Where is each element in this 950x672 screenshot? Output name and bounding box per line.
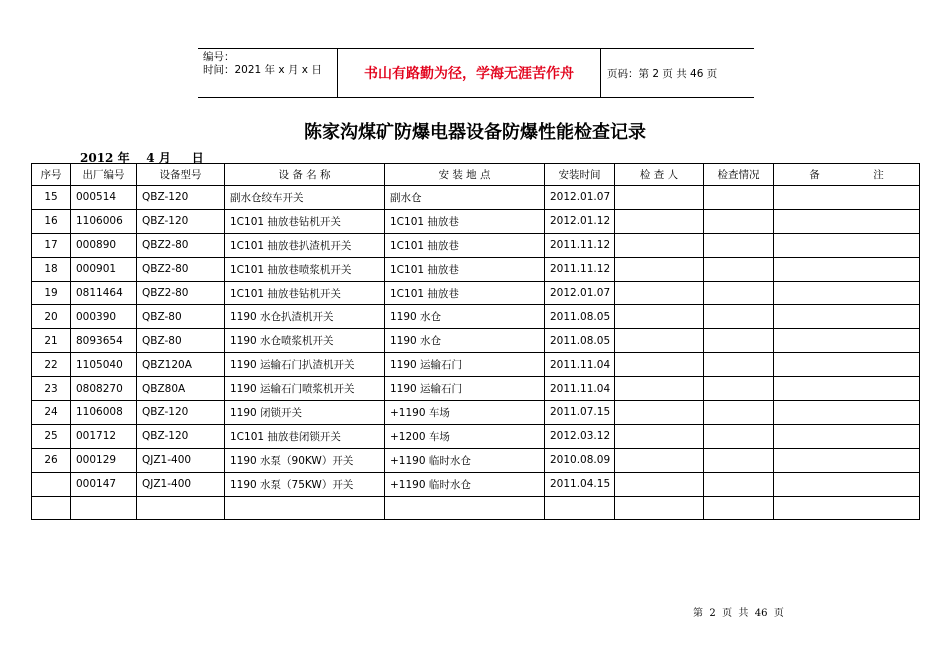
table-row	[32, 257, 920, 281]
table-cell	[704, 377, 774, 401]
table-cell: 000901	[71, 257, 137, 281]
table-cell: 1106006	[71, 209, 137, 233]
table-cell: 21	[32, 329, 71, 353]
table-cell	[615, 377, 704, 401]
page-footer: 第 2 页 共 46 页	[693, 608, 784, 619]
table-cell	[704, 472, 774, 496]
table-cell: QBZ-80	[137, 329, 225, 353]
document-header	[198, 48, 754, 98]
table-cell: 1C101 抽放巷闭锁开关	[225, 424, 385, 448]
table-cell: +1190 临时水仓	[385, 472, 545, 496]
table-cell	[774, 233, 920, 257]
table-cell: 1190 闭锁开关	[225, 401, 385, 425]
table-cell: 001712	[71, 424, 137, 448]
table-cell: 1C101 抽放巷	[385, 257, 545, 281]
table-cell: QBZ2-80	[137, 257, 225, 281]
header-meta	[198, 49, 338, 97]
table-cell	[615, 401, 704, 425]
table-cell: 000147	[71, 472, 137, 496]
table-cell	[774, 186, 920, 210]
table-cell	[704, 281, 774, 305]
table-cell: QBZ-80	[137, 305, 225, 329]
table-cell: 1190 运输石门扒渣机开关	[225, 353, 385, 377]
table-cell: 2012.01.12	[545, 209, 615, 233]
table-cell: 17	[32, 233, 71, 257]
table-cell	[385, 496, 545, 520]
table-row	[32, 353, 920, 377]
table-cell: 000514	[71, 186, 137, 210]
table-cell: QBZ-120	[137, 209, 225, 233]
table-cell: 1C101 抽放巷	[385, 209, 545, 233]
table-cell: QBZ120A	[137, 353, 225, 377]
table-cell	[704, 257, 774, 281]
table-cell: 2011.11.04	[545, 353, 615, 377]
table-cell	[704, 329, 774, 353]
table-cell: 1105040	[71, 353, 137, 377]
table-cell: 2011.04.15	[545, 472, 615, 496]
table-cell	[774, 472, 920, 496]
table-cell: 2011.11.12	[545, 233, 615, 257]
table-cell: 1190 水仓喷浆机开关	[225, 329, 385, 353]
column-header: 序号	[32, 164, 71, 186]
column-header: 备 注	[774, 164, 920, 186]
table-row	[32, 329, 920, 353]
table-cell	[704, 186, 774, 210]
table-cell	[615, 424, 704, 448]
table-row	[32, 233, 920, 257]
table-cell: 20	[32, 305, 71, 329]
column-header: 检查情况	[704, 164, 774, 186]
table-cell	[774, 496, 920, 520]
table-cell	[137, 496, 225, 520]
column-header: 检 查 人	[615, 164, 704, 186]
column-header: 安装时间	[545, 164, 615, 186]
table-cell: 1190 水仓	[385, 305, 545, 329]
table-cell	[774, 377, 920, 401]
table-row	[32, 186, 920, 210]
table-cell	[615, 209, 704, 233]
table-row	[32, 496, 920, 520]
page-label: 页码：第 2 页 共 46 页	[607, 67, 718, 80]
table-cell: 2011.11.12	[545, 257, 615, 281]
table-cell: 16	[32, 209, 71, 233]
date-line: 2012 年 4 月 日	[80, 151, 204, 165]
table-cell: 1106008	[71, 401, 137, 425]
table-cell: 2012.03.12	[545, 424, 615, 448]
table-cell	[774, 353, 920, 377]
table-cell: 000390	[71, 305, 137, 329]
table-cell: 2011.08.05	[545, 305, 615, 329]
table-row	[32, 281, 920, 305]
table-cell: 15	[32, 186, 71, 210]
table-cell: QJZ1-400	[137, 448, 225, 472]
table-cell: 22	[32, 353, 71, 377]
table-cell: 2011.11.04	[545, 377, 615, 401]
table-cell: 1C101 抽放巷	[385, 281, 545, 305]
table-cell: +1190 车场	[385, 401, 545, 425]
column-header: 设 备 名 称	[225, 164, 385, 186]
table-cell	[704, 233, 774, 257]
table-cell: 副水仓绞车开关	[225, 186, 385, 210]
table-cell	[704, 401, 774, 425]
table-cell: 18	[32, 257, 71, 281]
table-cell: 2011.07.15	[545, 401, 615, 425]
column-header: 出厂编号	[71, 164, 137, 186]
table-cell: QBZ-120	[137, 424, 225, 448]
table-cell: 1190 运输石门	[385, 377, 545, 401]
number-label: 编号：	[203, 51, 235, 63]
table-cell: QBZ2-80	[137, 233, 225, 257]
table-cell	[32, 496, 71, 520]
table-cell	[615, 496, 704, 520]
table-cell: 2011.08.05	[545, 329, 615, 353]
page-title: 陈家沟煤矿防爆电器设备防爆性能检查记录	[304, 122, 646, 143]
table-cell: 1190 水泵（75KW）开关	[225, 472, 385, 496]
table-cell	[615, 448, 704, 472]
table-cell: 26	[32, 448, 71, 472]
table-cell: 1C101 抽放巷扒渣机开关	[225, 233, 385, 257]
table-row	[32, 305, 920, 329]
table-cell	[704, 353, 774, 377]
table-cell: 2012.01.07	[545, 281, 615, 305]
table-cell: 1C101 抽放巷钻机开关	[225, 281, 385, 305]
table-cell: 19	[32, 281, 71, 305]
table-cell: QBZ80A	[137, 377, 225, 401]
table-cell: 000129	[71, 448, 137, 472]
table-cell: QBZ-120	[137, 401, 225, 425]
table-cell	[774, 305, 920, 329]
table-cell	[615, 329, 704, 353]
table-cell: +1190 临时水仓	[385, 448, 545, 472]
table-cell: 0808270	[71, 377, 137, 401]
time-label: 时间：2021 年 x 月 x 日	[203, 64, 322, 76]
table-row	[32, 209, 920, 233]
table-cell: 2010.08.09	[545, 448, 615, 472]
column-header: 安 装 地 点	[385, 164, 545, 186]
table-cell	[774, 329, 920, 353]
column-header: 设备型号	[137, 164, 225, 186]
table-cell: 1C101 抽放巷	[385, 233, 545, 257]
table-cell	[704, 424, 774, 448]
table-cell: 1190 水泵（90KW）开关	[225, 448, 385, 472]
table-cell: QBZ-120	[137, 186, 225, 210]
table-cell: 25	[32, 424, 71, 448]
table-cell	[615, 186, 704, 210]
table-cell: 1190 运输石门	[385, 353, 545, 377]
table-cell	[774, 281, 920, 305]
table-cell	[774, 401, 920, 425]
table-cell: 000890	[71, 233, 137, 257]
table-cell: 1190 水仓扒渣机开关	[225, 305, 385, 329]
table-cell	[704, 305, 774, 329]
table-cell: 1190 水仓	[385, 329, 545, 353]
table-cell: 8093654	[71, 329, 137, 353]
table-cell	[774, 209, 920, 233]
table-cell: 23	[32, 377, 71, 401]
table-cell: 2012.01.07	[545, 186, 615, 210]
table-cell: 1C101 抽放巷钻机开关	[225, 209, 385, 233]
table-cell: 副水仓	[385, 186, 545, 210]
table-cell	[774, 448, 920, 472]
table-cell	[615, 472, 704, 496]
table-header-row	[32, 164, 920, 186]
table-cell: QBZ2-80	[137, 281, 225, 305]
table-cell: 1190 运输石门喷浆机开关	[225, 377, 385, 401]
table-row	[32, 401, 920, 425]
inspection-table	[31, 163, 920, 520]
table-cell	[32, 472, 71, 496]
table-cell	[774, 257, 920, 281]
table-cell: +1200 车场	[385, 424, 545, 448]
table-cell: 24	[32, 401, 71, 425]
table-cell	[545, 496, 615, 520]
table-row	[32, 472, 920, 496]
table-cell	[615, 353, 704, 377]
table-row	[32, 448, 920, 472]
table-cell	[615, 257, 704, 281]
table-cell: QJZ1-400	[137, 472, 225, 496]
table-cell	[225, 496, 385, 520]
table-cell	[704, 448, 774, 472]
table-body	[32, 186, 920, 520]
table-cell	[615, 233, 704, 257]
table-cell: 1C101 抽放巷喷浆机开关	[225, 257, 385, 281]
table-cell	[71, 496, 137, 520]
table-cell	[615, 305, 704, 329]
motto: 书山有路勤为径，学海无涯苦作舟	[338, 49, 601, 97]
table-cell	[774, 424, 920, 448]
table-cell: 0811464	[71, 281, 137, 305]
table-row	[32, 424, 920, 448]
table-row	[32, 377, 920, 401]
table-cell	[704, 496, 774, 520]
table-cell	[615, 281, 704, 305]
table-cell	[704, 209, 774, 233]
